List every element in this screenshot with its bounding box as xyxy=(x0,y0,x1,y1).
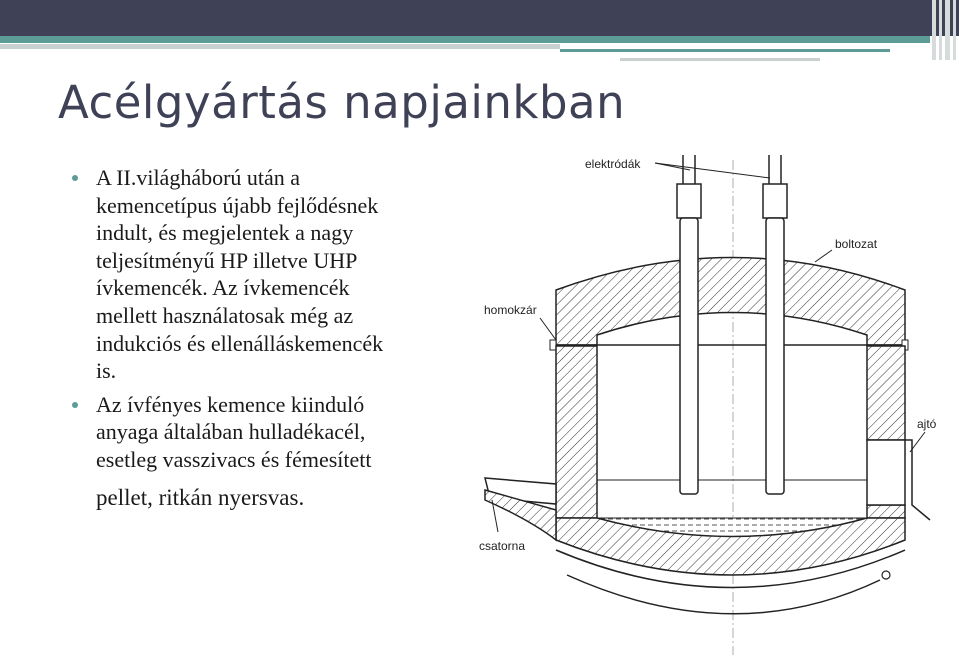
header-accent-stripe xyxy=(0,36,930,43)
pivot-circle xyxy=(882,571,890,579)
bullet-line: esetleg vasszivacs és fémesített xyxy=(96,446,372,472)
sand-seal-left-tab xyxy=(550,340,556,350)
header-bar xyxy=(0,0,959,36)
roof-shape xyxy=(556,258,905,346)
bullet-line: Az ívfényes kemence kiinduló xyxy=(96,391,365,417)
slide-title: Acélgyártás napjainkban xyxy=(58,76,626,129)
right-wall-upper xyxy=(867,346,905,440)
bullet-line: anyaga általában hulladékacél, xyxy=(96,419,366,445)
bullet-line: ívkemencék. Az ívkemencék xyxy=(96,275,350,301)
bullet-line: mellett használatosak még az xyxy=(96,302,354,328)
roof-leader xyxy=(815,250,832,262)
bullet-line: kemencetípus újabb fejlődésnek xyxy=(96,192,379,218)
right-wall-lower xyxy=(867,505,905,518)
bullet-line: is. xyxy=(96,358,117,384)
arc-furnace-diagram xyxy=(478,150,948,660)
label-electrodes: elektródák xyxy=(585,157,641,171)
header-light-stripe xyxy=(0,44,560,49)
electrode-left xyxy=(677,155,701,494)
label-door: ajtó xyxy=(917,417,937,431)
bullet-item xyxy=(60,164,480,385)
label-sand-seal: homokzár xyxy=(484,303,537,317)
bullet-line: teljesítményű HP illetve UHP xyxy=(96,247,358,273)
header-light-stripe-short xyxy=(620,58,820,61)
label-roof: boltozat xyxy=(835,237,878,251)
bullet-item xyxy=(60,391,480,511)
bullet-line: A II.világháború után a xyxy=(96,165,301,190)
bullet-dot xyxy=(72,402,78,408)
sand-seal-leader xyxy=(540,318,556,340)
door-opening xyxy=(867,440,905,505)
header-edge-bars xyxy=(930,0,959,60)
door-panel xyxy=(905,440,930,520)
bullet-dot xyxy=(72,175,78,181)
bullet-line: pellet, ritkán nyersvas. xyxy=(96,484,305,510)
bullet-list xyxy=(60,164,480,511)
header-accent-stripe-short xyxy=(560,49,890,52)
label-spout: csatorna xyxy=(479,539,526,553)
bullet-line: indukciós és ellenálláskemencék xyxy=(96,330,384,356)
electrodes-leader-2 xyxy=(655,163,770,178)
rocker-bottom xyxy=(567,575,880,614)
left-wall xyxy=(556,346,597,518)
electrode-right xyxy=(763,155,787,494)
bullet-line: indult, és megjelentek a nagy xyxy=(96,220,354,246)
